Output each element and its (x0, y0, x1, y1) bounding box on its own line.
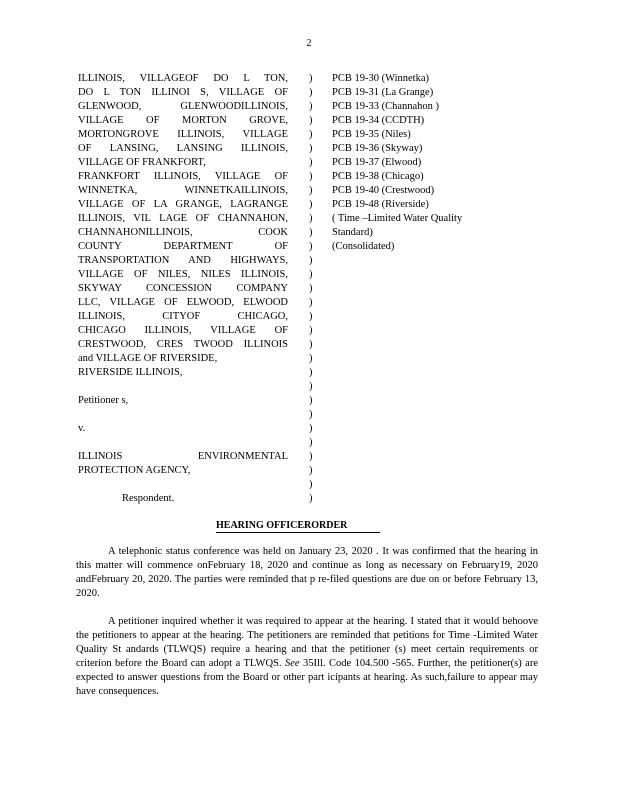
caption-paren: ) (309, 423, 313, 434)
caption-line: SKYWAY CONCESSION COMPANY (78, 283, 288, 294)
caption-line: GLENWOOD, GLENWOODILLINOIS, (78, 101, 288, 112)
caption-line: COUNTY DEPARTMENT OF (78, 241, 288, 252)
caption-spacer (78, 408, 288, 422)
caption-paren: ) (309, 409, 313, 420)
case-number-line: PCB 19-36 (Skyway) (332, 143, 423, 154)
caption-line: TRANSPORTATION AND HIGHWAYS, (78, 255, 288, 266)
caption-line: CRESTWOOD, CRES TWOOD ILLINOIS (78, 339, 288, 350)
see-citation-signal: See (284, 658, 300, 669)
caption-paren: ) (309, 227, 313, 238)
caption-line: ILLINOIS, VIL LAGE OF CHANNAHON, (78, 213, 288, 224)
versus-label: v. (78, 423, 86, 434)
caption-paren: ) (309, 283, 313, 294)
caption-paren: ) (309, 115, 313, 126)
caption-paren: ) (309, 479, 313, 490)
caption-paren: ) (309, 297, 313, 308)
case-number-line: PCB 19-48 (Riverside) (332, 199, 429, 210)
case-number-line: (Consolidated) (332, 241, 395, 252)
petitioner-label: Petitioner s, (78, 395, 129, 406)
caption-paren: ) (309, 143, 313, 154)
caption-line: CHANNAHONILLINOIS, COOK (78, 227, 288, 238)
case-number-line: PCB 19-34 (CCDTH) (332, 115, 425, 126)
caption-paren: ) (309, 367, 313, 378)
caption-paren: ) (309, 339, 313, 350)
caption-line: VILLAGE OF MORTON GROVE, (78, 115, 288, 126)
caption-line: VILLAGE OF LA GRANGE, LAGRANGE (78, 199, 288, 210)
page-number: 2 (306, 38, 312, 49)
case-number-line: PCB 19-31 (La Grange) (332, 87, 434, 98)
caption-paren: ) (309, 185, 313, 196)
case-number-line: PCB 19-30 (Winnetka) (332, 73, 429, 84)
caption-paren: ) (309, 255, 313, 266)
caption-paren: ) (309, 171, 313, 182)
caption-paren: ) (309, 381, 313, 392)
caption-parentheses (309, 72, 317, 506)
caption-paren: ) (309, 465, 313, 476)
caption-spacer (78, 478, 288, 492)
case-number-line: PCB 19-37 (Elwood) (332, 157, 422, 168)
case-number-line: PCB 19-38 (Chicago) (332, 171, 424, 182)
caption-paren: ) (309, 451, 313, 462)
caption-paren: ) (309, 325, 313, 336)
respondent-label: Respondent. (122, 493, 175, 504)
order-title: HEARING OFFICERORDER (216, 520, 380, 533)
caption-paren: ) (309, 437, 313, 448)
case-number-line: Standard) (332, 227, 373, 238)
caption-spacer (78, 436, 288, 450)
caption-line: FRANKFORT ILLINOIS, VILLAGE OF (78, 171, 288, 182)
caption-paren: ) (309, 269, 313, 280)
paragraph-petitioner-inquiry (76, 615, 538, 699)
caption-spacer (78, 380, 288, 394)
caption-paren: ) (309, 353, 313, 364)
caption-paren: ) (309, 395, 313, 406)
caption-paren: ) (309, 493, 313, 504)
caption-line: RIVERSIDE ILLINOIS, (78, 367, 183, 378)
caption-paren: ) (309, 311, 313, 322)
caption-line: ILLINOIS, CITYOF CHICAGO, (78, 311, 288, 322)
caption-paren: ) (309, 199, 313, 210)
case-number-line: PCB 19-40 (Crestwood) (332, 185, 435, 196)
caption-line: MORTONGROVE ILLINOIS, VILLAGE (78, 129, 288, 140)
caption-line: ILLINOIS, VILLAGEOF DO L TON, (78, 73, 288, 84)
respondent-line: PROTECTION AGENCY, (78, 465, 191, 476)
paragraph-2-text: A petitioner inquired whether it was required to appear at the hearing. I stated that it would behoove the petitioners to appear at the hearing. The petitioners are reminded that petitions for Time -Limited Water Quality St andards (TLWQS) require a hearing and that the petitioner (s) meet certain requirements or criterion before the Board can adopt a TLWQS. (76, 616, 538, 669)
caption-paren: ) (309, 101, 313, 112)
caption-line: WINNETKA, WINNETKAILLINOIS, (78, 185, 288, 196)
caption-paren: ) (309, 241, 313, 252)
caption-line: and VILLAGE OF RIVERSIDE, (78, 353, 218, 364)
caption-line: VILLAGE OF NILES, NILES ILLINOIS, (78, 269, 288, 280)
caption-paren: ) (309, 213, 313, 224)
case-number-line: PCB 19-35 (Niles) (332, 129, 411, 140)
respondent-line: ILLINOIS ENVIRONMENTAL (78, 451, 288, 462)
paragraph-1-text: A telephonic status conference was held on January 23, 2020 . It was confirmed that the hearing in this matter will commence onFebruary 18, 2020 and continue as long as necessary on February19, 2020 andFebruary 20, 2020. The parties were reminded that p re-filed questions are due on or before February 13, 2020. (76, 546, 538, 599)
paragraph-status-conference (76, 545, 538, 601)
caption-line: LLC, VILLAGE OF ELWOOD, ELWOOD (78, 297, 288, 308)
caption-petitioners (78, 72, 288, 506)
case-number-line: PCB 19-33 (Channahon ) (332, 101, 440, 112)
paragraph-2-tail: 35Ill. Code 104.500 -565. Further, the petitioner(s) are expected to answer questions from the Board or other part icipants at hearing. As such,failure to appear may have consequences. (76, 658, 538, 697)
caption-paren: ) (309, 157, 313, 168)
caption-paren: ) (309, 73, 313, 84)
caption-paren: ) (309, 87, 313, 98)
caption-paren: ) (309, 129, 313, 140)
case-number-line: ( Time –Limited Water Quality (332, 213, 463, 224)
caption-line: DO L TON ILLINOI S, VILLAGE OF (78, 87, 288, 98)
caption-line: CHICAGO ILLINOIS, VILLAGE OF (78, 325, 288, 336)
caption-case-numbers (332, 72, 522, 254)
caption-line: VILLAGE OF FRANKFORT, (78, 157, 206, 168)
caption-line: OF LANSING, LANSING ILLINOIS, (78, 143, 288, 154)
